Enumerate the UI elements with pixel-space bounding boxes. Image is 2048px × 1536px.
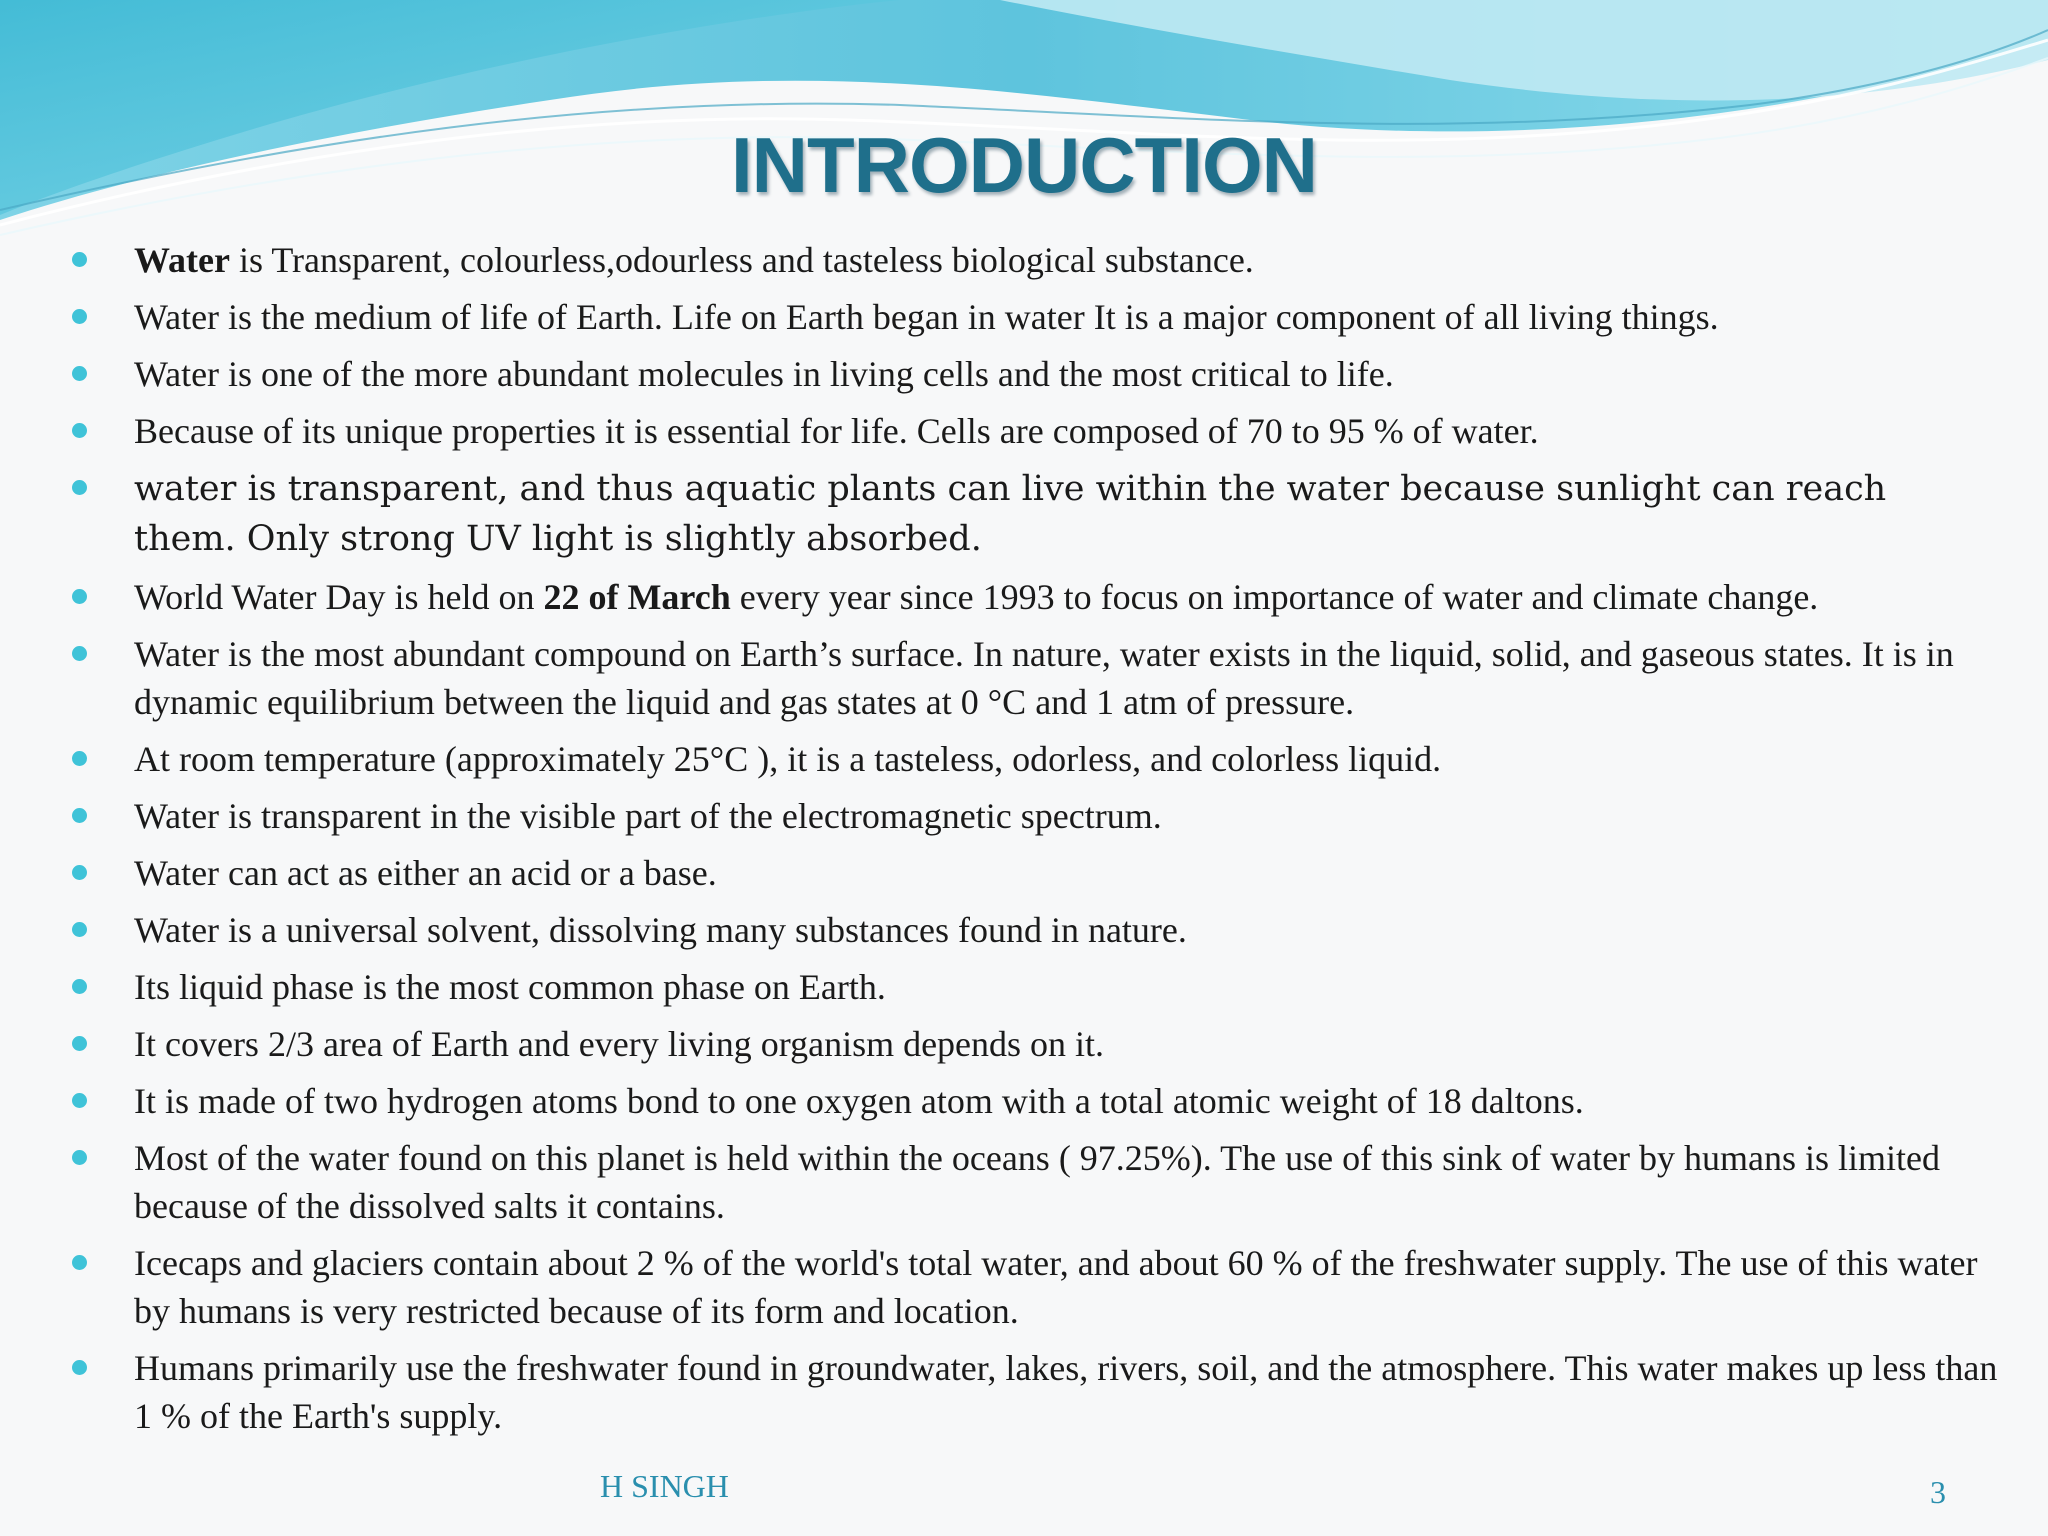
bullet-text: Water is a universal solvent, dissolving many substances found in nature. [134, 910, 1187, 950]
bullet-text: is Transparent, colourless,odourless and tasteless biological substance. [229, 240, 1254, 280]
bullet-dot-icon [72, 480, 87, 495]
bullet-dot-icon [72, 1036, 87, 1051]
bullet-dot-icon [72, 589, 87, 604]
bullet-list [0, 236, 2048, 1449]
bullet-dot-icon [72, 808, 87, 823]
bullet-item [0, 407, 2048, 455]
bullet-item [0, 792, 2048, 840]
bullet-text: Water is transparent in the visible part of the electromagnetic spectrum. [134, 796, 1162, 836]
bullet-text: Icecaps and glaciers contain about 2 % of the world's total water, and about 60 % of the freshwater supply. The use of this water by humans is very restricted because of its form and location. [134, 1243, 1978, 1331]
bullet-dot-icon [72, 922, 87, 937]
bullet-text: water is transparent, and thus aquatic plants can live within the water because sunlight can reach them. Only strong UV light is slightly absorbed. [134, 469, 1887, 559]
bullet-item [0, 350, 2048, 398]
bullet-item [0, 963, 2048, 1011]
bullet-dot-icon [72, 979, 87, 994]
page-number: 3 [1930, 1474, 1946, 1510]
bullet-text: At room temperature (approximately 25°C ), it is a tasteless, odorless, and colorless liquid. [134, 739, 1442, 779]
slide-title: INTRODUCTION [731, 121, 1317, 209]
bullet-text: World Water Day is held on [134, 577, 544, 617]
footer-author: H SINGH [600, 1468, 729, 1504]
bullet-item [0, 1134, 2048, 1230]
bullet-text: Water is one of the more abundant molecules in living cells and the most critical to life. [134, 354, 1394, 394]
bullet-item [0, 293, 2048, 341]
bullet-item [0, 735, 2048, 783]
bullet-item [0, 630, 2048, 726]
bullet-dot-icon [72, 751, 87, 766]
bullet-text: Water is the medium of life of Earth. Life on Earth began in water It is a major component of all living things. [134, 297, 1719, 337]
bullet-item [0, 1344, 2048, 1440]
bullet-dot-icon [72, 252, 87, 267]
bullet-text: It is made of two hydrogen atoms bond to one oxygen atom with a total atomic weight of 18 daltons. [134, 1081, 1584, 1121]
bullet-item [0, 906, 2048, 954]
bullet-item [0, 236, 2048, 284]
bullet-text: every year since 1993 to focus on importance of water and climate change. [730, 577, 1819, 617]
bullet-dot-icon [72, 1093, 87, 1108]
bullet-text: Water can act as either an acid or a base. [134, 853, 717, 893]
bullet-item [0, 573, 2048, 621]
bullet-dot-icon [72, 1360, 87, 1375]
bullet-text: Its liquid phase is the most common phase on Earth. [134, 967, 886, 1007]
bullet-dot-icon [72, 1255, 87, 1270]
bullet-text-bold: Water [134, 240, 230, 280]
bullet-text: It covers 2/3 area of Earth and every living organism depends on it. [134, 1024, 1105, 1064]
bullet-item [0, 464, 2048, 564]
bullet-text: Most of the water found on this planet is held within the oceans ( 97.25%). The use of this sink of water by humans is limited because of the dissolved salts it contains. [134, 1138, 1941, 1226]
bullet-text: Humans primarily use the freshwater found in groundwater, lakes, rivers, soil, and the atmosphere. This water makes up less than 1 % of the Earth's supply. [134, 1348, 1998, 1436]
bullet-item [0, 1239, 2048, 1335]
bullet-item [0, 849, 2048, 897]
bullet-dot-icon [72, 646, 87, 661]
bullet-text-bold: 22 of March [543, 577, 731, 617]
bullet-item [0, 1020, 2048, 1068]
bullet-dot-icon [72, 366, 87, 381]
bullet-item [0, 1077, 2048, 1125]
bullet-text: Because of its unique properties it is essential for life. Cells are composed of 70 to 95 % of water. [134, 411, 1539, 451]
bullet-text: Water is the most abundant compound on Earth’s surface. In nature, water exists in the liquid, solid, and gaseous states. It is in dynamic equilibrium between the liquid and gas states at 0 °C and 1 atm of pressure. [134, 634, 1954, 722]
bullet-dot-icon [72, 865, 87, 880]
bullet-dot-icon [72, 423, 87, 438]
bullet-dot-icon [72, 309, 87, 324]
bullet-dot-icon [72, 1150, 87, 1165]
